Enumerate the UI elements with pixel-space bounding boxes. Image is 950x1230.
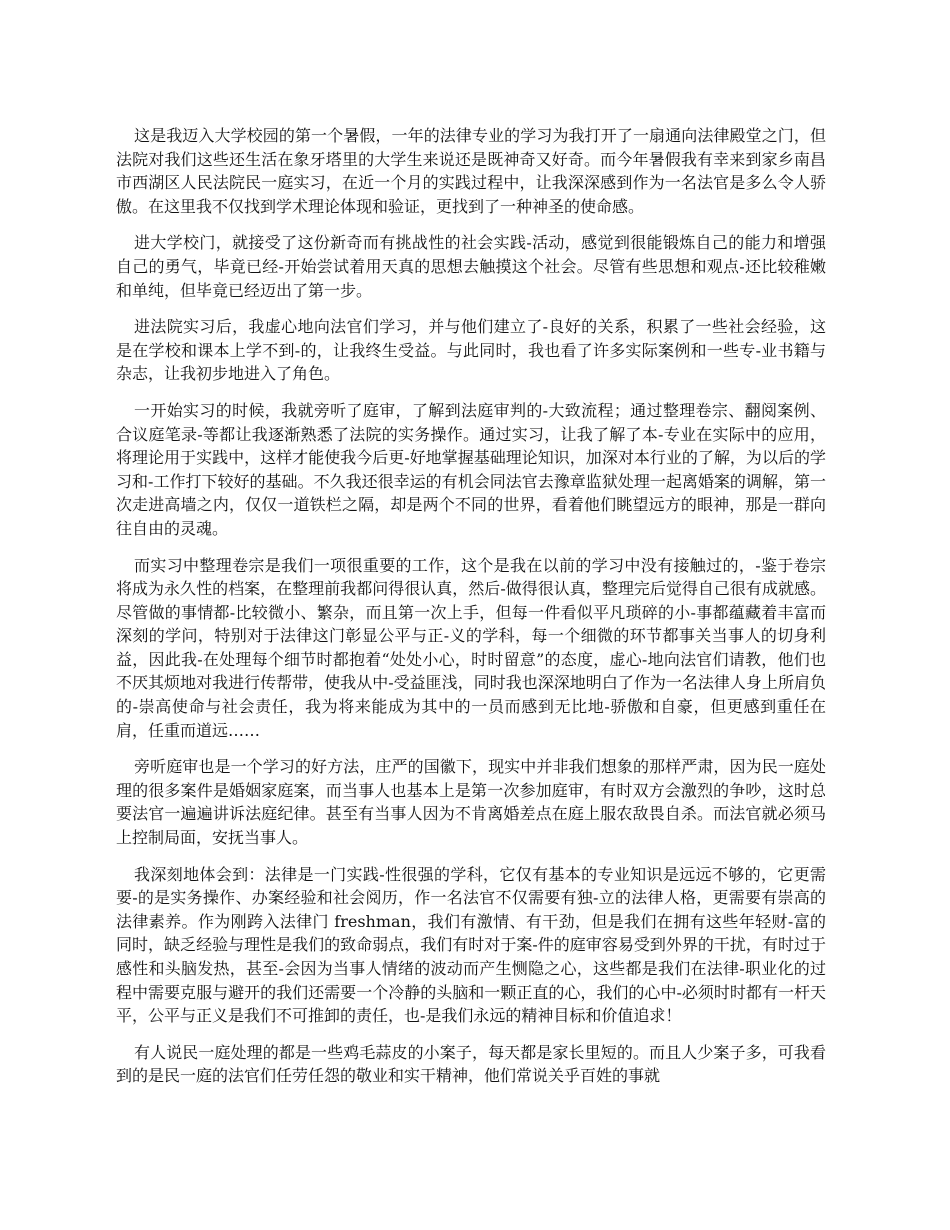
document-body — [116, 124, 826, 1101]
paragraph-2: 进大学校门，就接受了这份新奇而有挑战性的社会实践-活动，感觉到很能锻炼自己的能力和增强自己的勇气，毕竟已经-开始尝试着用天真的思想去触摸这个社会。尽管有些思想和观点-还比较稚嫩和单纯，但毕竟已经迈出了第一步。 — [116, 233, 826, 300]
paragraph-6: 旁听庭审也是一个学习的好方法，庄严的国徽下，现实中并非我们想象的那样严肃，因为民一庭处理的很多案件是婚姻家庭案，而当事人也基本上是第一次参加庭审，有时双方会激烈的争吵，这时总要法官一遍遍讲诉法庭纪律。甚至有当事人因为不肯离婚差点在庭上服农敌畏自杀。而法官就必须马上控制局面，安抚当事人。 — [116, 757, 826, 848]
paragraph-7: 我深刻地体会到：法律是一门实践-性很强的学科，它仅有基本的专业知识是远远不够的，它更需要-的是实务操作、办案经验和社会阅历，作一名法官不仅需要有独-立的法律人格，更需要有崇高的法律素养。作为刚跨入法律门 freshman，我们有激情、有干劲，但是我们在拥有这些年轻财-富的同时，缺乏经验与理性是我们的致命弱点，我们有时对于案-件的庭审容易受到外界的干扰，有时过于感性和头脑发热，甚至-会因为当事人情绪的波动而产生恻隐之心，这些都是我们在法律-职业化的过程中需要克服与避开的我们还需要一个冷静的头脑和一颗正直的心，我们的心中-必须时时都有一杆天平，公平与正义是我们不可推卸的责任，也-是我们永远的精神目标和价值追求！ — [116, 864, 826, 1026]
paragraph-5: 而实习中整理卷宗是我们一项很重要的工作，这个是我在以前的学习中没有接触过的，-鉴于卷宗将成为永久性的档案，在整理前我都问得很认真，然后-做得很认真，整理完后觉得自己很有成就感。尽管做的事情都-比较微小、繁杂，而且第一次上手，但每一件看似平凡琐碎的小-事都蕴藏着丰富而深刻的学问，特别对于法律这门彰显公平与正-义的学科，每一个细微的环节都事关当事人的切身利益，因此我-在处理每个细节时都抱着“处处小心，时时留意”的态度，虚心-地向法官们请教，他们也不厌其烦地对我进行传帮带，使我从中-受益匪浅，同时我也深深地明白了作为一名法律人身上所肩负的-崇高使命与社会责任，我为将来能成为其中的一员而感到无比地-骄傲和自豪，但更感到重任在肩，任重而道远…… — [116, 555, 826, 740]
paragraph-1: 这是我迈入大学校园的第一个暑假，一年的法律专业的学习为我打开了一扇通向法律殿堂之门，但法院对我们这些还生活在象牙塔里的大学生来说还是既神奇又好奇。而今年暑假我有幸来到家乡南昌市西湖区人民法院民一庭实习，在近一个月的实践过程中，让我深深感到作为一名法官是多么令人骄傲。在这里我不仅找到学术理论体现和验证，更找到了一种神圣的使命感。 — [116, 126, 826, 216]
paragraph-3: 进法院实习后，我虚心地向法官们学习，并与他们建立了-良好的关系，积累了一些社会经验，这是在学校和课本上学不到-的，让我终生受益。与此同时，我也看了许多实际案例和一些专-业书籍与杂志，让我初步地进入了角色。 — [116, 317, 826, 384]
paragraph-8: 有人说民一庭处理的都是一些鸡毛蒜皮的小案子，每天都是家长里短的。而且人少案子多，可我看到的是民一庭的法官们任劳任怨的敬业和实干精神，他们常说关乎百姓的事就 — [116, 1042, 826, 1086]
paragraph-4: 一开始实习的时候，我就旁听了庭审，了解到法庭审判的-大致流程；通过整理卷宗、翻阅案例、合议庭笔录-等都让我逐渐熟悉了法院的实务操作。通过实习，让我了解了本-专业在实际中的应用，将理论用于实践中，这样才能使我今后更-好地掌握基础理论知识，加深对本行业的了解，为以后的学习和-工作打下较好的基础。不久我还很幸运的有机会同法官去豫章监狱处理一起离婚案的调解，第一次走进高墙之内，仅仅一道铁栏之隔，却是两个不同的世界，看着他们眺望远方的眼神，那是一群向往自由的灵魂。 — [116, 400, 826, 538]
